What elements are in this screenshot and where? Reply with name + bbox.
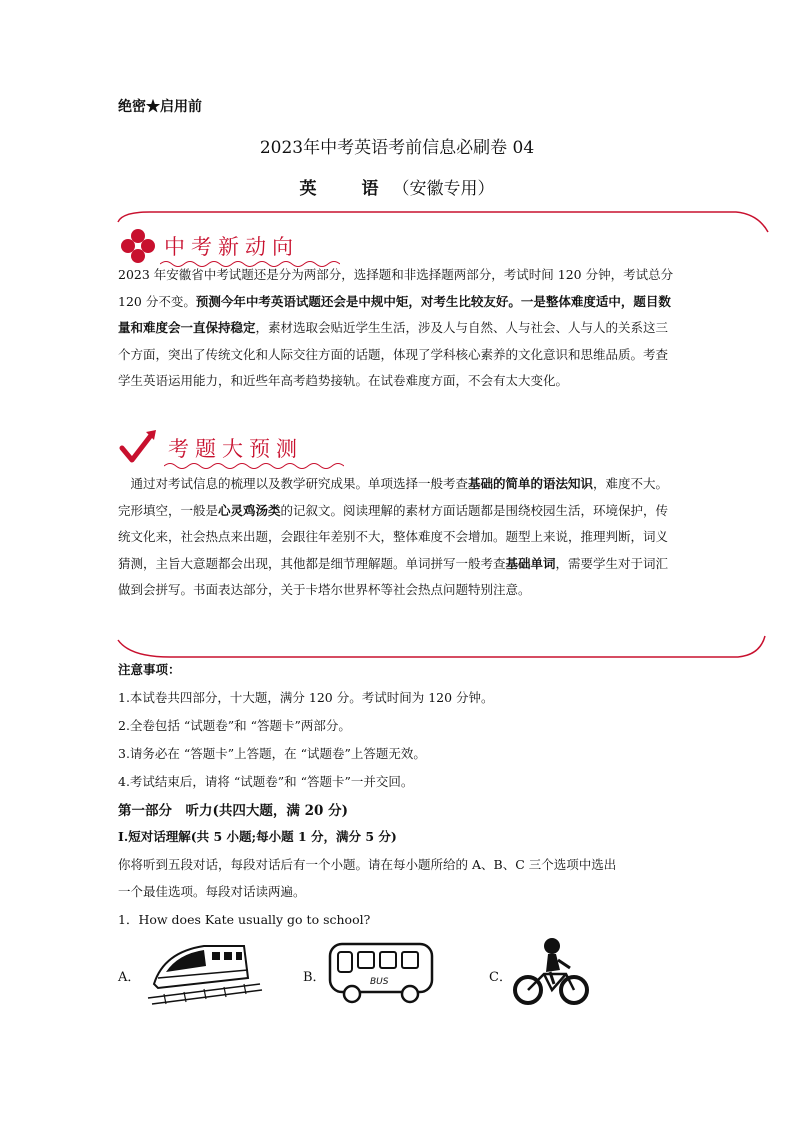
paragraph-segment: 的记叙文。阅读理解的素材方面话题都是围绕校园生活，环境保护，传统文化来，社会热点来出题，会跟往年差别不大，整体难度不会增加。题型上来说，推理判断，词义猜测，主旨大意题都会出现，其他都是细节理解题。单词拼写一般考查 (118, 502, 669, 571)
part1-instruction-1: 你将听到五段对话，每段对话后有一个小题。请在每小题所给的 A、B、C 三个选项中选出 (118, 857, 617, 872)
badge-new-trends (118, 226, 299, 266)
subject-note: （安徽专用） (392, 179, 495, 199)
confidential-label: 绝密★启用前 (118, 99, 202, 115)
paragraph-segment: ，难度不大。完形填空，一般是 (118, 476, 669, 518)
paragraph-segment: 通过对考试信息的梳理以及教学研究成果。单项选择一般考查 (118, 476, 469, 491)
part1-subheading: Ⅰ.短对话理解(共 5 小题;每小题 1 分，满分 5 分) (118, 829, 397, 844)
paragraph-segment: ，素材选取会贴近学生生活，涉及人与自然、人与社会、人与人的关系这三个方面，突出了传统文化和人际交往方面的话题，体现了学科核心素养的文化意识和思维品质。考查学生英语运用能力，和近些年高考趋势接轨。在试卷难度方面，不会有太大变化。 (118, 320, 669, 388)
bus-label: BUS (370, 977, 389, 987)
badge-prediction (118, 428, 303, 468)
badge-new-trends-text: 中考新动向 (164, 235, 299, 259)
option-b-label: B． (303, 970, 326, 985)
part1-heading: 第一部分 听力(共四大题，满 20 分) (118, 803, 348, 819)
exam-title: 2023年中考英语考前信息必刷卷 04 (259, 138, 535, 158)
train-icon (144, 938, 264, 1008)
bicycle-icon (512, 934, 592, 1008)
paragraph-segment: ，需要学生对于词汇做到会拼写。书面表达部分，关于卡塔尔世界杯等社会热点问题特别注意。 (118, 555, 669, 597)
notes-heading: 注意事项： (118, 662, 181, 677)
note-item-3: 3.请务必在 “答题卡”上答题，在 “试题卷”上答题无效。 (118, 746, 426, 761)
checkmark-arrow-icon (118, 428, 162, 468)
bus-icon (326, 940, 436, 1006)
part1-instruction-2: 一个最佳选项。每段对话读两遍。 (118, 884, 306, 899)
wavy-underline (164, 461, 344, 471)
option-c-label: C． (489, 970, 512, 985)
subject-name: 英 语 (299, 179, 393, 199)
paragraph-segment: 心灵鸡汤类 (218, 502, 281, 518)
paragraph-segment: 2023 年安徽省中考试题还是分为两部分，选择题和非选择题两部分，考试时间 120 分钟，考试总分 120 分不变。 (118, 267, 674, 309)
paragraph-segment: 基础的简单的语法知识 (468, 476, 594, 491)
prediction-paragraph (118, 471, 678, 604)
note-item-2: 2.全卷包括 “试题卷”和 “答题卡”两部分。 (118, 718, 351, 733)
badge-prediction-text: 考题大预测 (168, 437, 303, 461)
question-1: 1．How does Kate usually go to school? (118, 912, 371, 927)
paragraph-segment: 基础单词 (505, 555, 556, 571)
paragraph-segment: 预测今年中考英语试题还会是中规中矩，对考生比较友好。一是整体难度适中，题目数量和难度会一直保持稳定 (118, 293, 671, 335)
clover-icon (118, 226, 158, 266)
note-item-1: 1.本试卷共四部分，十大题，满分 120 分。考试时间为 120 分钟。 (118, 690, 494, 705)
new-trends-paragraph (118, 262, 678, 395)
option-a-label: A． (118, 970, 141, 985)
frame-bottom-arc (118, 636, 765, 657)
note-item-4: 4.考试结束后，请将 “试题卷”和 “答题卡”一并交回。 (118, 774, 414, 789)
